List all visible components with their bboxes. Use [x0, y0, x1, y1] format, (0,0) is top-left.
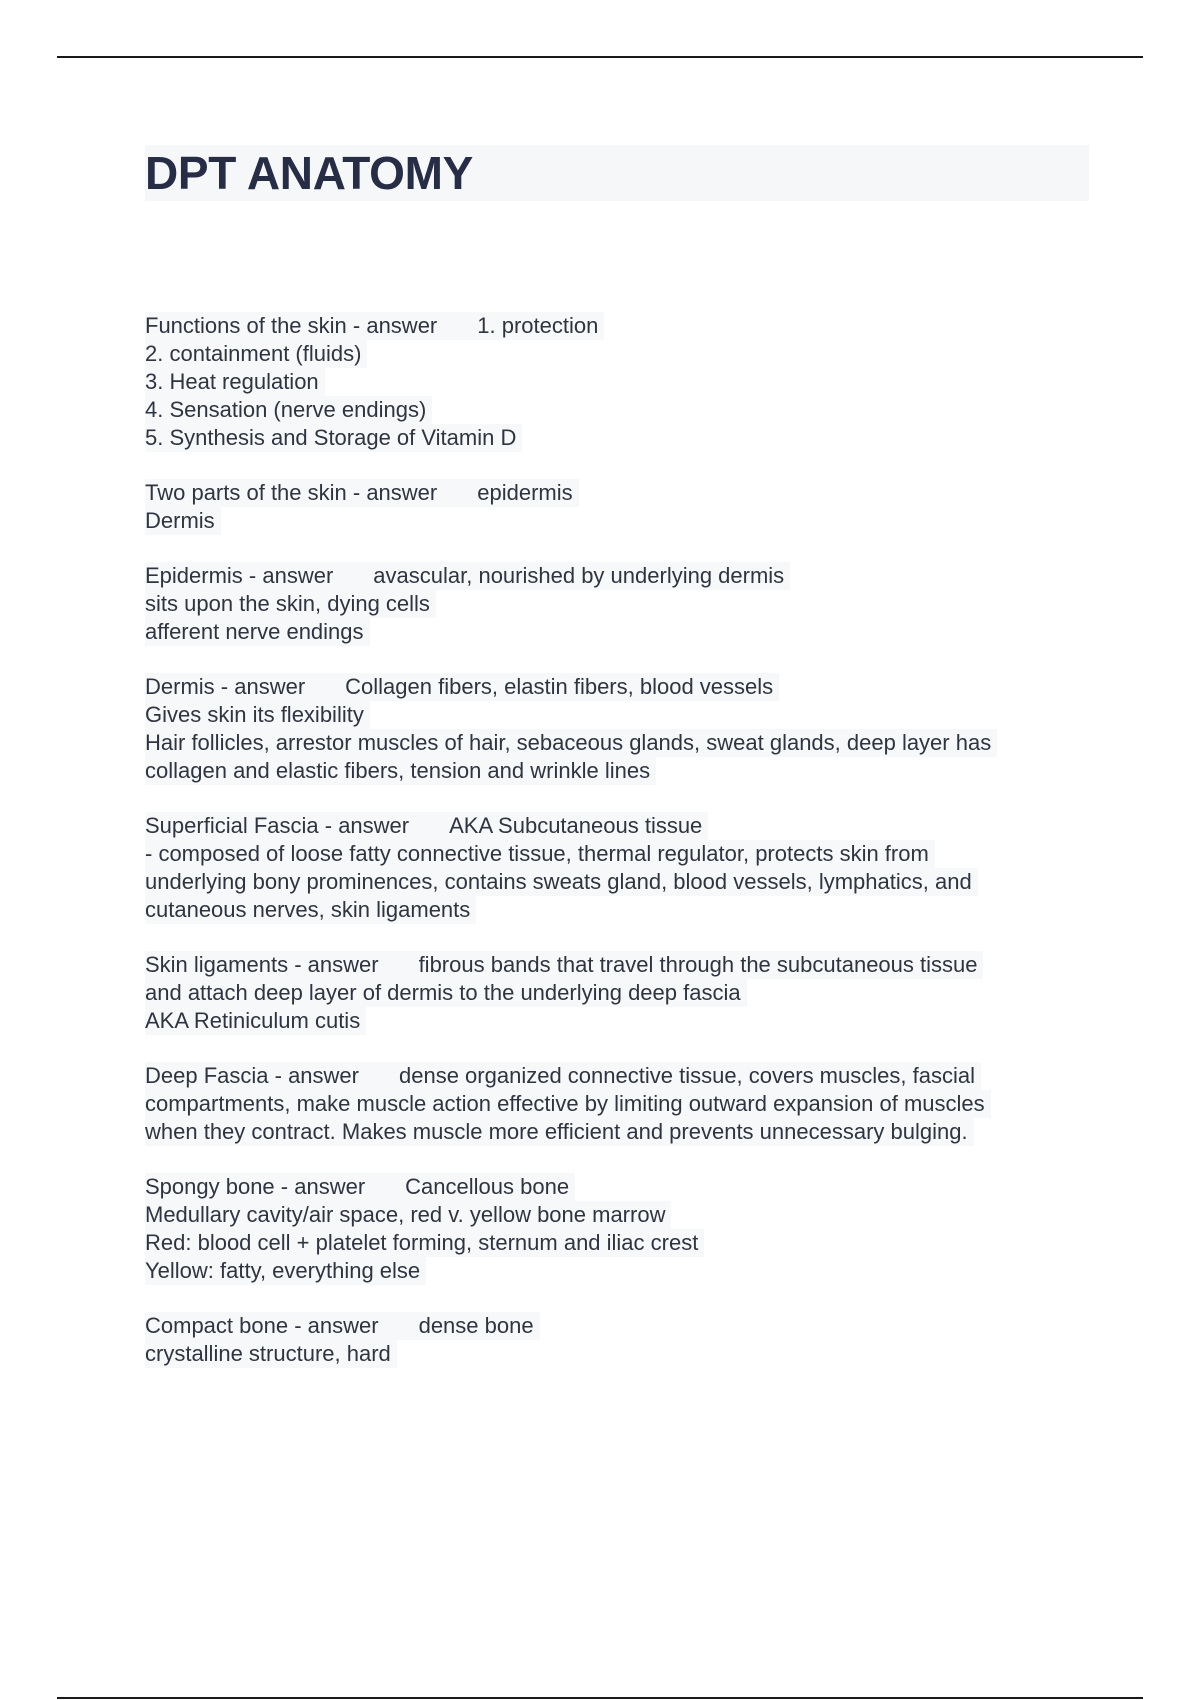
- flashcard-question-line: [145, 562, 790, 590]
- flashcard-answer-line: [145, 840, 935, 868]
- flashcard-answer-line: [145, 590, 436, 618]
- flashcard-answer-line: [145, 618, 370, 646]
- answer-text: AKA Retiniculum cutis: [145, 1008, 361, 1033]
- flashcard-entry: [145, 673, 1085, 785]
- flashcard-term: Two parts of the skin: [145, 480, 347, 505]
- flashcard-question-line: [145, 479, 579, 507]
- answer-text: afferent nerve endings: [145, 619, 364, 644]
- answer-text: and attach deep layer of dermis to the underlying deep fascia: [145, 980, 741, 1005]
- flashcard-question-line: [145, 1062, 981, 1090]
- flashcard-answer-line: [145, 507, 221, 535]
- flashcard-entry: [145, 1062, 1085, 1146]
- flashcard-entry: [145, 951, 1085, 1035]
- answer-separator: - answer: [268, 1063, 359, 1088]
- flashcard-answer-line: [145, 368, 325, 396]
- answer-separator: - answer: [288, 1313, 379, 1338]
- flashcard-question-line: [145, 673, 779, 701]
- flashcard-answer-line: [145, 729, 997, 757]
- flashcard-term: Functions of the skin: [145, 313, 347, 338]
- answer-text: collagen and elastic fibers, tension and wrinkle lines: [145, 758, 651, 783]
- flashcard-term: Skin ligaments: [145, 952, 289, 977]
- flashcard-answer-line: [145, 1007, 366, 1035]
- flashcard-entry: [145, 312, 1085, 452]
- answer-text: Collagen fibers, elastin fibers, blood vessels: [345, 674, 774, 699]
- answer-text: Medullary cavity/air space, red v. yellow bone marrow: [145, 1202, 666, 1227]
- flashcard-question-line: [145, 1173, 575, 1201]
- answer-text: underlying bony prominences, contains sweats gland, blood vessels, lymphatics, and: [145, 869, 972, 894]
- answer-text: crystalline structure, hard: [145, 1341, 391, 1366]
- answer-text: when they contract. Makes muscle more efficient and prevents unnecessary bulging.: [145, 1119, 968, 1144]
- flashcard-answer-line: [145, 896, 476, 924]
- answer-separator: - answer: [242, 563, 334, 588]
- answer-separator: - answer: [346, 313, 438, 338]
- answer-text: 3. Heat regulation: [145, 369, 319, 394]
- flashcard-answer-line: [145, 424, 522, 452]
- answer-text: cutaneous nerves, skin ligaments: [145, 897, 471, 922]
- flashcard-answer-line: [145, 701, 370, 729]
- flashcard-entry: [145, 812, 1085, 924]
- answer-text: epidermis: [477, 480, 573, 505]
- flashcard-question-line: [145, 951, 983, 979]
- answer-text: dense organized connective tissue, covers muscles, fascial: [399, 1063, 975, 1088]
- answer-text: Gives skin its flexibility: [145, 702, 364, 727]
- answer-text: fibrous bands that travel through the subcutaneous tissue: [418, 952, 978, 977]
- flashcard-entry: [145, 479, 1085, 535]
- answer-text: sits upon the skin, dying cells: [145, 591, 430, 616]
- flashcard-term: Spongy bone: [145, 1174, 275, 1199]
- flashcard-term: Compact bone: [145, 1313, 289, 1338]
- flashcard-list: [145, 312, 1085, 1395]
- answer-text: dense bone: [418, 1313, 534, 1338]
- flashcard-answer-line: [145, 1118, 974, 1146]
- flashcard-term: Epidermis: [145, 563, 243, 588]
- flashcard-answer-line: [145, 1201, 671, 1229]
- answer-separator: - answer: [214, 674, 306, 699]
- answer-text: AKA Subcutaneous tissue: [449, 813, 703, 838]
- answer-text: Cancellous bone: [405, 1174, 570, 1199]
- flashcard-answer-line: [145, 1340, 397, 1368]
- answer-text: Hair follicles, arrestor muscles of hair, sebaceous glands, sweat glands, deep layer has: [145, 730, 992, 755]
- flashcard-question-line: [145, 312, 604, 340]
- answer-text: 2. containment (fluids): [145, 341, 362, 366]
- flashcard-entry: [145, 1312, 1085, 1368]
- flashcard-term: Deep Fascia: [145, 1063, 269, 1088]
- flashcard-entry: [145, 562, 1085, 646]
- answer-text: 5. Synthesis and Storage of Vitamin D: [145, 425, 517, 450]
- answer-separator: - answer: [318, 813, 410, 838]
- flashcard-answer-line: [145, 340, 367, 368]
- answer-separator: - answer: [346, 480, 438, 505]
- answer-text: Dermis: [145, 508, 215, 533]
- flashcard-answer-line: [145, 396, 432, 424]
- bottom-rule: [57, 1697, 1143, 1699]
- answer-text: 1. protection: [477, 313, 599, 338]
- flashcard-answer-line: [145, 1090, 991, 1118]
- top-rule: [57, 56, 1143, 58]
- flashcard-answer-line: [145, 757, 656, 785]
- flashcard-answer-line: [145, 868, 978, 896]
- flashcard-entry: [145, 1173, 1085, 1285]
- flashcard-term: Superficial Fascia: [145, 813, 319, 838]
- flashcard-question-line: [145, 1312, 540, 1340]
- answer-separator: - answer: [288, 952, 379, 977]
- flashcard-answer-line: [145, 1229, 704, 1257]
- flashcard-question-line: [145, 812, 708, 840]
- flashcard-answer-line: [145, 1257, 426, 1285]
- answer-text: compartments, make muscle action effective by limiting outward expansion of muscles: [145, 1091, 985, 1116]
- page-title: DPT ANATOMY: [145, 147, 474, 199]
- answer-text: 4. Sensation (nerve endings): [145, 397, 427, 422]
- answer-text: Yellow: fatty, everything else: [145, 1258, 421, 1283]
- answer-text: - composed of loose fatty connective tissue, thermal regulator, protects skin from: [145, 841, 929, 866]
- answer-separator: - answer: [274, 1174, 366, 1199]
- flashcard-answer-line: [145, 979, 747, 1007]
- answer-text: avascular, nourished by underlying dermis: [373, 563, 785, 588]
- flashcard-term: Dermis: [145, 674, 215, 699]
- answer-text: Red: blood cell + platelet forming, sternum and iliac crest: [145, 1230, 699, 1255]
